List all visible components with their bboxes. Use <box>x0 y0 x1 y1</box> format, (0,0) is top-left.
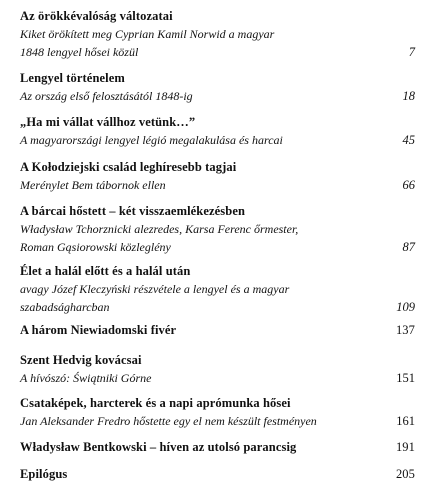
entry-subtitle-text: 1848 lengyel hősei közül <box>20 45 139 59</box>
toc-entry <box>20 7 415 61</box>
page-number: 18 <box>402 89 415 103</box>
page-number: 66 <box>402 178 415 192</box>
toc-entry <box>20 158 415 194</box>
entry-title: „Ha mi vállat vállhoz vetünk…” <box>20 115 196 129</box>
toc-entry <box>20 113 415 149</box>
entry-subtitle <box>20 87 415 105</box>
entry-subtitle: Kiket örökített meg Cyprian Kamil Norwid a magyar <box>20 27 275 41</box>
entry-subtitle <box>20 43 415 61</box>
entry-title: A Kołodziejski család leghíresebb tagjai <box>20 160 237 174</box>
entry-subtitle-text: Az ország első felosztásától 1848-ig <box>20 89 193 103</box>
page-number: 45 <box>402 133 415 147</box>
entry-title: A bárcai hőstett – két visszaemlékezésben <box>20 204 246 218</box>
toc-entry <box>20 394 415 430</box>
entry-subtitle-text: A hívószó: Świątniki Górne <box>20 371 152 385</box>
toc-entry <box>20 262 415 316</box>
toc-entry <box>20 351 415 387</box>
entry-subtitle-text: A magyarországi lengyel légió megalakulása és harcai <box>20 133 283 147</box>
page-number: 87 <box>402 240 415 254</box>
page-number: 109 <box>396 300 415 314</box>
entry-title: Lengyel történelem <box>20 71 125 85</box>
entry-title: Csataképek, harcterek és a napi aprómunka hősei <box>20 396 291 410</box>
entry-subtitle: Władysław Tchorznicki alezredes, Karsa Ferenc őrmester, <box>20 222 299 236</box>
entry-title: Az örökkévalóság változatai <box>20 9 173 23</box>
toc-entry <box>20 321 415 339</box>
entry-title: Władysław Bentkowski – híven az utolsó parancsig <box>20 440 297 454</box>
entry-subtitle <box>20 298 415 316</box>
toc-entry <box>20 69 415 105</box>
entry-subtitle <box>20 131 415 149</box>
entry-subtitle-text: Merénylet Bem tábornok ellen <box>20 178 166 192</box>
entry-title: A három Niewiadomski fivér <box>20 323 177 337</box>
page-number: 151 <box>396 371 415 385</box>
toc-entry <box>20 465 415 483</box>
toc-entry <box>20 438 415 456</box>
entry-subtitle <box>20 176 415 194</box>
entry-subtitle: avagy Józef Kleczyński részvétele a lengyel és a magyar <box>20 282 290 296</box>
entry-title: Szent Hedvig kovácsai <box>20 353 142 367</box>
entry-subtitle <box>20 369 415 387</box>
page-number: 191 <box>395 440 415 454</box>
entry-title: Élet a halál előtt és a halál után <box>20 264 191 278</box>
entry-title-line <box>20 465 415 483</box>
entry-title-line <box>20 438 415 456</box>
page-number: 205 <box>395 467 415 481</box>
entry-title: Epilógus <box>20 467 68 481</box>
toc-entry <box>20 202 415 256</box>
entry-subtitle-text: szabadságharcban <box>20 300 110 314</box>
page-number: 7 <box>408 45 415 59</box>
page-number: 137 <box>395 323 415 337</box>
page-number: 161 <box>396 414 415 428</box>
entry-subtitle-text: Roman Gąsiorowski közleglény <box>20 240 171 254</box>
entry-subtitle <box>20 412 415 430</box>
entry-subtitle-text: Jan Aleksander Fredro hőstette egy el nem készült festményen <box>20 414 317 428</box>
entry-title-line <box>20 321 415 339</box>
entry-subtitle <box>20 238 415 256</box>
